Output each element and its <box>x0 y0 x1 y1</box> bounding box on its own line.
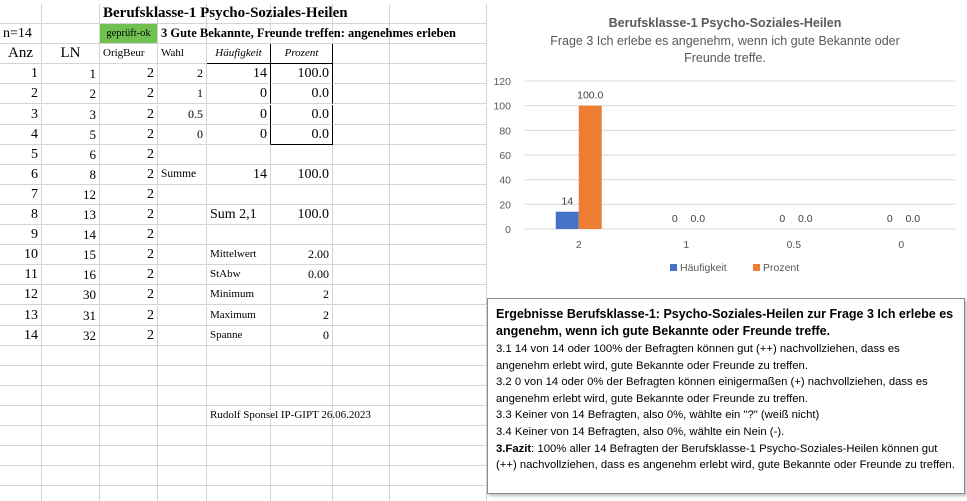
summe-label[interactable]: Summe <box>158 165 207 185</box>
stat-value[interactable]: 0 <box>271 326 333 346</box>
grid-cell[interactable] <box>158 386 207 406</box>
fazit-text: : 100% aller 14 Befragten der Berufsklasse-1 Psycho-Soziales-Heilen können gut (++) nachvollziehen, dass es angenehm erlebt wird, gute Bekannte oder Freunde zu treffen. <box>496 442 955 472</box>
legend-label: Prozent <box>763 262 800 274</box>
grid-cell[interactable] <box>333 165 390 185</box>
grid-cell[interactable] <box>0 386 42 406</box>
ln-cell[interactable]: 3 <box>42 105 100 125</box>
data-label: 0 <box>779 213 786 225</box>
grid-cell[interactable] <box>158 306 207 326</box>
grid-cell[interactable] <box>271 426 333 446</box>
y-tick-label: 20 <box>499 199 511 212</box>
grid-cell[interactable] <box>333 426 390 446</box>
result-3-4: 3.4 Keiner von 14 Befragten, also 0%, wählte ein Nein (-). <box>496 425 785 438</box>
data-label: 0 <box>886 213 893 225</box>
y-tick-label: 60 <box>499 150 511 162</box>
wahl-cell[interactable]: 0.5 <box>158 105 207 125</box>
grid-cell[interactable] <box>0 486 42 501</box>
stat-label[interactable]: Maximum <box>207 306 271 326</box>
grid-cell[interactable] <box>100 466 158 486</box>
grid-cell[interactable] <box>158 406 207 426</box>
origbeur-cell[interactable]: 2 <box>100 105 158 125</box>
grid-cell[interactable] <box>390 205 487 225</box>
origbeur-cell[interactable]: 2 <box>100 205 158 225</box>
grid-cell[interactable] <box>207 366 271 386</box>
data-label: 14 <box>561 195 574 208</box>
grid-cell[interactable] <box>158 366 207 386</box>
stat-label[interactable]: Minimum <box>207 285 271 305</box>
grid-cell[interactable] <box>207 346 271 366</box>
origbeur-cell[interactable]: 2 <box>100 265 158 285</box>
grid-cell[interactable] <box>390 285 487 305</box>
grid-cell[interactable] <box>158 486 207 501</box>
grid-cell[interactable] <box>271 446 333 466</box>
origbeur-cell[interactable]: 2 <box>100 185 158 205</box>
grid-cell[interactable] <box>390 185 487 205</box>
grid-cell[interactable] <box>207 185 271 205</box>
grid-cell[interactable] <box>390 245 487 265</box>
anz-cell[interactable]: 6 <box>0 165 42 185</box>
y-tick-label: 0 <box>505 224 511 236</box>
grid-cell[interactable] <box>390 386 487 406</box>
results-textbox[interactable] <box>487 298 965 494</box>
grid-cell[interactable] <box>158 466 207 486</box>
anz-cell[interactable]: 5 <box>0 145 42 165</box>
n-label[interactable]: n=14 <box>0 24 42 44</box>
results-title: Ergebnisse Berufsklasse-1: Psycho-Soziales-Heilen zur Frage 3 Ich erlebe es angenehm, wenn ich gute Bekannte oder Freunde treffe. <box>496 307 954 338</box>
grid-cell[interactable] <box>42 386 100 406</box>
x-tick-label: 0.5 <box>786 239 802 251</box>
grid-cell[interactable] <box>390 165 487 185</box>
grid-cell[interactable] <box>158 426 207 446</box>
haeufigkeit-cell[interactable]: 0 <box>207 105 271 125</box>
x-tick-label: 1 <box>683 239 690 251</box>
haeufigkeit-cell[interactable]: 14 <box>207 64 271 84</box>
origbeur-cell[interactable]: 2 <box>100 285 158 305</box>
grid-cell[interactable] <box>390 346 487 366</box>
legend-swatch <box>670 264 677 271</box>
chart-canvas <box>487 5 965 293</box>
grid-cell[interactable] <box>271 486 333 501</box>
grid-cell[interactable] <box>271 225 333 245</box>
grid-cell[interactable] <box>0 346 42 366</box>
ln-cell[interactable]: 30 <box>42 285 100 305</box>
grid-cell[interactable] <box>333 326 390 346</box>
grid-cell[interactable] <box>333 446 390 466</box>
legend-label: Häufigkeit <box>680 262 727 274</box>
bar-hufigkeit <box>556 212 579 229</box>
grid-cell[interactable] <box>100 386 158 406</box>
grid-cell[interactable] <box>333 125 390 145</box>
grid-cell[interactable] <box>390 44 487 64</box>
ln-cell[interactable]: 14 <box>42 225 100 245</box>
prozent-cell[interactable]: 0.0 <box>271 105 333 125</box>
stat-value[interactable]: 2 <box>271 285 333 305</box>
grid-cell[interactable] <box>333 265 390 285</box>
origbeur-cell[interactable]: 2 <box>100 125 158 145</box>
grid-cell[interactable] <box>390 225 487 245</box>
chart-legend <box>670 262 799 274</box>
anz-cell[interactable]: 13 <box>0 306 42 326</box>
grid-cell[interactable] <box>390 466 487 486</box>
ln-cell[interactable]: 31 <box>42 306 100 326</box>
grid-cell[interactable] <box>42 366 100 386</box>
grid-cell[interactable] <box>158 185 207 205</box>
origbeur-cell[interactable]: 2 <box>100 145 158 165</box>
grid-cell[interactable] <box>158 326 207 346</box>
result-3-1: 3.1 14 von 14 oder 100% der Befragten können gut (++) nachvollziehen, dass es angenehm erlebt wird, gute Bekannte oder Freunde zu treffen. <box>496 343 900 372</box>
grid-cell[interactable] <box>207 426 271 446</box>
grid-cell[interactable] <box>390 426 487 446</box>
grid-cell[interactable] <box>390 446 487 466</box>
header-origbeur[interactable]: OrigBeur <box>100 44 158 64</box>
grid-cell[interactable] <box>100 406 158 426</box>
origbeur-cell[interactable]: 2 <box>100 84 158 104</box>
anz-cell[interactable]: 2 <box>0 84 42 104</box>
grid-cell[interactable] <box>333 145 390 165</box>
stat-value[interactable]: 2.00 <box>271 245 333 265</box>
grid-cell[interactable] <box>207 386 271 406</box>
y-tick-label: 80 <box>499 125 511 138</box>
grid-cell[interactable] <box>271 366 333 386</box>
data-label: 0.0 <box>690 213 706 225</box>
grid-cell[interactable] <box>0 446 42 466</box>
grid-cell[interactable] <box>333 366 390 386</box>
grid-cell[interactable] <box>390 486 487 501</box>
grid-cell[interactable] <box>42 426 100 446</box>
grid-cell[interactable] <box>158 446 207 466</box>
status-badge[interactable]: geprüft-ok <box>100 24 158 44</box>
grid-cell[interactable] <box>158 245 207 265</box>
stat-value[interactable]: 2 <box>271 306 333 326</box>
grid-cell[interactable] <box>100 486 158 501</box>
grid-cell[interactable] <box>207 466 271 486</box>
grid-cell[interactable] <box>42 406 100 426</box>
origbeur-cell[interactable]: 2 <box>100 306 158 326</box>
stat-label[interactable]: Mittelwert <box>207 245 271 265</box>
grid-cell[interactable] <box>42 446 100 466</box>
y-tick-label: 40 <box>499 174 511 187</box>
grid-cell[interactable] <box>390 265 487 285</box>
header-prozent[interactable]: Prozent <box>271 44 333 64</box>
grid-cell[interactable] <box>0 466 42 486</box>
stat-label[interactable]: StAbw <box>207 265 271 285</box>
result-3-3: 3.3 Keiner von 14 Befragten, also 0%, wählte ein "?" (weiß nicht) <box>496 409 820 422</box>
grid-cell[interactable] <box>271 185 333 205</box>
grid-cell[interactable] <box>100 426 158 446</box>
prozent-cell[interactable]: 100.0 <box>271 64 333 84</box>
ln-cell[interactable]: 13 <box>42 205 100 225</box>
wahl-cell[interactable]: 0 <box>158 125 207 145</box>
sum21-label[interactable]: Sum 2,1 <box>207 205 271 225</box>
y-tick-label: 120 <box>493 76 511 88</box>
grid-cell[interactable] <box>42 24 100 44</box>
header-wahl[interactable]: Wahl <box>158 44 207 64</box>
grid-cell[interactable] <box>390 84 487 104</box>
anz-cell[interactable]: 9 <box>0 225 42 245</box>
grid-cell[interactable] <box>333 84 390 104</box>
ln-cell[interactable]: 12 <box>42 185 100 205</box>
grid-cell[interactable] <box>390 306 487 326</box>
grid-cell[interactable] <box>390 366 487 386</box>
anz-cell[interactable]: 14 <box>0 326 42 346</box>
grid-cell[interactable] <box>333 245 390 265</box>
data-label: 0.0 <box>905 213 921 225</box>
origbeur-cell[interactable]: 2 <box>100 326 158 346</box>
grid-cell[interactable] <box>390 4 487 24</box>
x-tick-label: 2 <box>575 239 582 251</box>
ln-cell[interactable]: 6 <box>42 145 100 165</box>
grid-cell[interactable] <box>271 466 333 486</box>
grid-cell[interactable] <box>0 426 42 446</box>
grid-cell[interactable] <box>390 326 487 346</box>
anz-cell[interactable]: 12 <box>0 285 42 305</box>
chart-subtitle-line2: Freunde treffe. <box>684 51 766 65</box>
grid-cell[interactable] <box>333 64 390 84</box>
summe-prozent[interactable]: 100.0 <box>271 165 333 185</box>
grid-cell[interactable] <box>158 225 207 245</box>
grid-cell[interactable] <box>100 446 158 466</box>
chart-title: Berufsklasse-1 Psycho-Soziales-Heilen <box>608 16 842 30</box>
result-fazit <box>496 441 956 474</box>
grid-cell[interactable] <box>333 346 390 366</box>
grid-cell[interactable] <box>333 44 390 64</box>
stat-label[interactable]: Spanne <box>207 326 271 346</box>
prozent-cell[interactable]: 0.0 <box>271 84 333 104</box>
grid-cell[interactable] <box>207 225 271 245</box>
grid-cell[interactable] <box>158 205 207 225</box>
grid-cell[interactable] <box>390 406 487 426</box>
grid-cell[interactable] <box>390 64 487 84</box>
wahl-cell[interactable]: 1 <box>158 84 207 104</box>
grid-cell[interactable] <box>333 386 390 406</box>
bar-prozent <box>579 106 602 229</box>
grid-cell[interactable] <box>390 145 487 165</box>
grid-cell[interactable] <box>333 306 390 326</box>
grid-cell[interactable] <box>0 366 42 386</box>
ln-cell[interactable]: 16 <box>42 265 100 285</box>
grid-cell[interactable] <box>207 145 271 165</box>
grid-cell[interactable] <box>333 225 390 245</box>
y-tick-label: 100 <box>493 100 511 113</box>
question-label[interactable]: 3 Gute Bekannte, Freunde treffen: angenehmes erleben <box>158 24 487 44</box>
sheet-title[interactable]: Berufsklasse-1 Psycho-Soziales-Heilen <box>100 4 333 24</box>
anz-cell[interactable]: 7 <box>0 185 42 205</box>
header-haeufigkeit[interactable]: Häufigkeit <box>207 44 271 64</box>
grid-cell[interactable] <box>333 185 390 205</box>
grid-cell[interactable] <box>390 125 487 145</box>
grid-cell[interactable] <box>42 346 100 366</box>
anz-cell[interactable]: 8 <box>0 205 42 225</box>
grid-cell[interactable] <box>271 346 333 366</box>
bar-chart[interactable] <box>487 5 965 293</box>
grid-cell[interactable] <box>333 105 390 125</box>
legend-swatch <box>753 264 760 271</box>
grid-cell[interactable] <box>271 145 333 165</box>
result-3-2: 3.2 0 von 14 oder 0% der Befragten können einigermaßen (+) nachvollziehen, dass es angenehm erlebt wird, gute Bekannte oder Freunde zu treffen. <box>496 376 928 405</box>
grid-cell[interactable] <box>42 466 100 486</box>
haeufigkeit-cell[interactable]: 0 <box>207 125 271 145</box>
grid-cell[interactable] <box>42 486 100 501</box>
grid-cell[interactable] <box>333 486 390 501</box>
wahl-cell[interactable]: 2 <box>158 64 207 84</box>
ln-cell[interactable]: 5 <box>42 125 100 145</box>
anz-cell[interactable]: 10 <box>0 245 42 265</box>
grid-cell[interactable] <box>42 4 100 24</box>
anz-cell[interactable]: 11 <box>0 265 42 285</box>
origbeur-cell[interactable]: 2 <box>100 225 158 245</box>
fazit-label: 3.Fazit <box>496 442 532 455</box>
grid-cell[interactable] <box>100 366 158 386</box>
grid-cell[interactable] <box>0 406 42 426</box>
grid-cell[interactable] <box>158 265 207 285</box>
ln-cell[interactable]: 2 <box>42 84 100 104</box>
header-ln[interactable]: LN <box>42 44 100 64</box>
chart-subtitle-line1: Frage 3 Ich erlebe es angenehm, wenn ich gute Bekannte oder <box>550 34 900 48</box>
grid-cell[interactable] <box>333 466 390 486</box>
anz-cell[interactable]: 1 <box>0 64 42 84</box>
summe-haeufigkeit[interactable]: 14 <box>207 165 271 185</box>
grid-cell[interactable] <box>158 346 207 366</box>
stat-value[interactable]: 0.00 <box>271 265 333 285</box>
grid-cell[interactable] <box>333 205 390 225</box>
prozent-cell[interactable]: 0.0 <box>271 125 333 145</box>
grid-cell[interactable] <box>0 4 42 24</box>
grid-cell[interactable] <box>390 105 487 125</box>
data-label: 0.0 <box>797 213 813 225</box>
ln-cell[interactable]: 8 <box>42 165 100 185</box>
ln-cell[interactable]: 15 <box>42 245 100 265</box>
ln-cell[interactable]: 1 <box>42 64 100 84</box>
origbeur-cell[interactable]: 2 <box>100 64 158 84</box>
origbeur-cell[interactable]: 2 <box>100 245 158 265</box>
data-label: 0 <box>671 213 678 225</box>
ln-cell[interactable]: 32 <box>42 326 100 346</box>
x-tick-label: 0 <box>898 239 905 251</box>
grid-cell[interactable] <box>207 486 271 501</box>
origbeur-cell[interactable]: 2 <box>100 165 158 185</box>
anz-cell[interactable]: 3 <box>0 105 42 125</box>
data-label: 100.0 <box>577 89 604 102</box>
haeufigkeit-cell[interactable]: 0 <box>207 84 271 104</box>
grid-cell[interactable] <box>271 386 333 406</box>
grid-cell[interactable] <box>100 346 158 366</box>
grid-cell[interactable] <box>333 285 390 305</box>
sum21-value[interactable]: 100.0 <box>271 205 333 225</box>
anz-cell[interactable]: 4 <box>0 125 42 145</box>
author-credit[interactable]: Rudolf Sponsel IP-GIPT 26.06.2023 <box>207 406 390 426</box>
grid-cell[interactable] <box>158 285 207 305</box>
grid-cell[interactable] <box>158 145 207 165</box>
grid-cell[interactable] <box>207 446 271 466</box>
header-anz[interactable]: Anz <box>0 44 42 64</box>
